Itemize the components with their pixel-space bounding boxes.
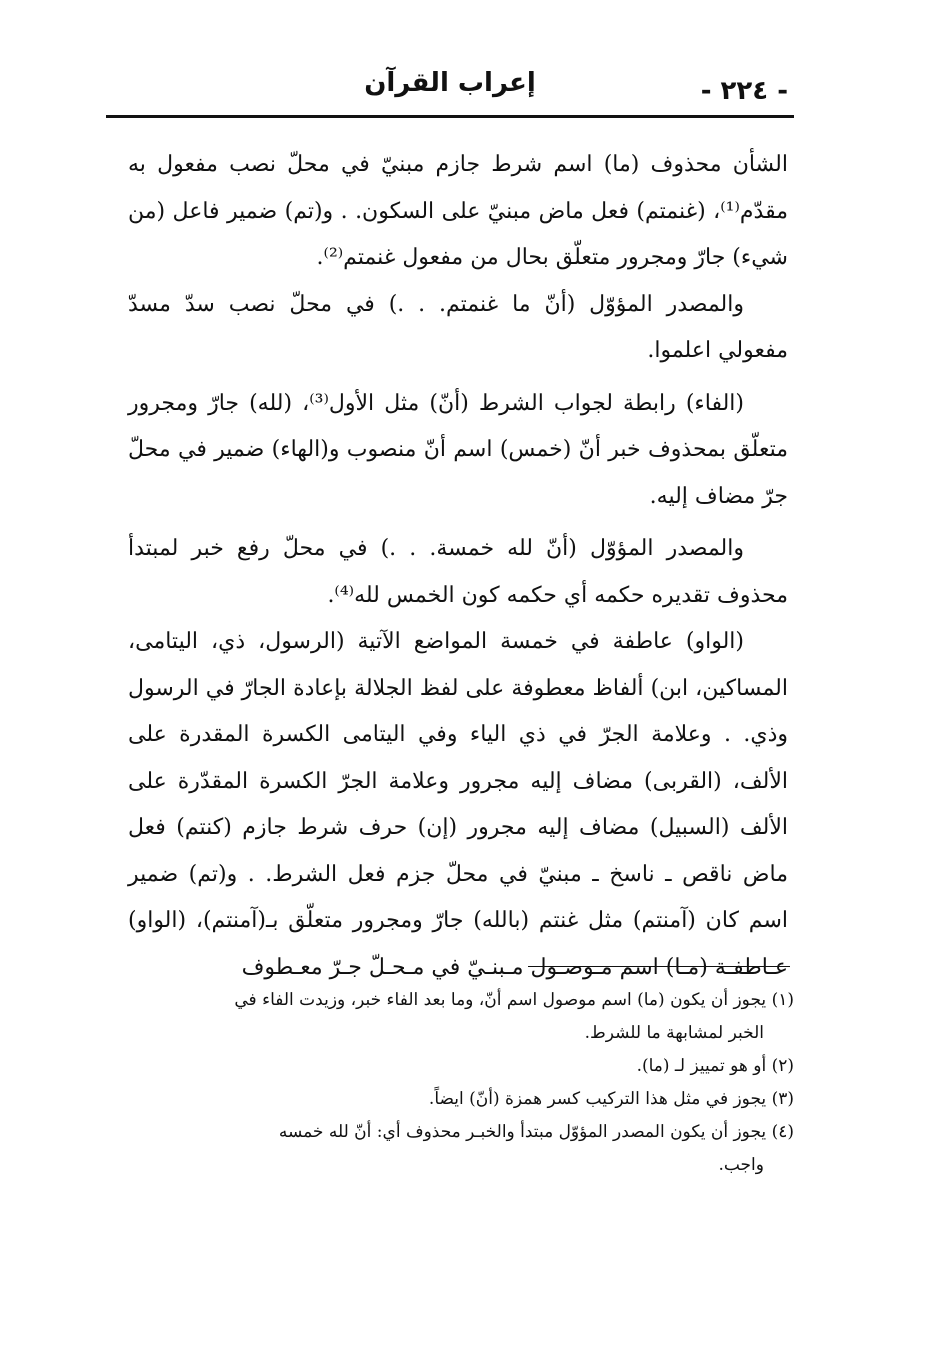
paragraph: الشأن محذوف (ما) اسم شرط جازم مبنيّ في محلّ نصب مفعول به مقدّم⁽¹⁾، (غنمتم) فعل ماض مبنيّ على السكون. . و(تم) ضمير فاعل (من شيء) جارّ ومجرور متعلّق بحال من مفعول غنمتم⁽²⁾. <box>128 152 788 270</box>
page-number: - ٢٢٤ - <box>700 76 788 106</box>
page-header <box>108 62 792 112</box>
footnote-text: يجوز أن يكون المصدر المؤوّل مبتدأ والخبـر محذوف أي: أنّ لله خمسه <box>278 1122 767 1142</box>
header-rule <box>106 115 794 118</box>
paragraph: (الفاء) رابطة لجواب الشرط (أنّ) مثل الأول⁽³⁾، (لله) جارّ ومجرور متعلّق بمحذوف خبر أنّ (خمس) اسم أنّ منصوب و(الهاء) ضمير في محلّ جرّ مضاف إليه. <box>128 390 788 509</box>
footnote-text: أو هو تمييز لـ (ما). <box>636 1056 767 1076</box>
running-title: إعراب القرآن <box>364 68 536 98</box>
footnote <box>134 1116 794 1182</box>
footnote-marker: (٢) <box>771 1056 794 1076</box>
footnote-text: يجوز في مثل هذا التركيب كسر همزة (أنّ) ايضاً. <box>428 1089 767 1109</box>
main-text <box>128 142 788 991</box>
footnote-text: يجوز أن يكون (ما) اسم موصول اسم أنّ، وما بعد الفاء خبر، وزيدت الفاء في <box>234 990 767 1010</box>
footnote-continuation: الخبر لمشابهة ما للشرط. <box>584 1023 764 1043</box>
footnote-continuation: واجب. <box>718 1155 764 1175</box>
footnotes <box>134 984 794 1182</box>
paragraph: (الواو) عاطفة في خمسة المواضع الآتية (الرسول، ذي، اليتامى، المساكين، ابن) ألفاظ معطوفة على لفظ الجلالة بإعادة الجارّ في الرسول وذي. . وعلامة الجرّ في ذي الياء وفي اليتامى الكسرة المقدرة على الألف، (القربى) مضاف إليه مجرور وعلامة الجرّ الكسرة المقدّرة على الألف (السبيل) مضاف إليه مجرور (إن) حرف شرط جازم (كنتم) فعل ماض ناقص ـ ناسخ ـ مبنيّ في محلّ جزم فعل الشرط. . و(تم) ضمير اسم كان (آمنتم) مثل غنتم (بالله) جارّ ومجرور متعلّق بـ(آمنتم)، (الواو) عـاطفـة (مـا) اسم مـوصـول مـبنـيّ في مـحـلّ جـرّ معـطوف <box>128 629 788 980</box>
paragraph: والمصدر المؤوّل (أنّ لله خمسة. . .) في محلّ رفع خبر لمبتدأ محذوف تقديره حكمه أي حكمه كون الخمس لله⁽⁴⁾. <box>128 536 788 608</box>
footnote <box>134 1050 794 1083</box>
footnote-marker: (١) <box>771 990 794 1010</box>
footnote-marker: (٤) <box>771 1122 794 1142</box>
footnote-rule <box>528 966 790 967</box>
footnote <box>134 1083 794 1116</box>
paragraph: والمصدر المؤوّل (أنّ ما غنمتم. . .) في محلّ نصب سدّ مسدّ مفعولي اعلموا. <box>128 291 788 363</box>
footnote-marker: (٣) <box>771 1089 794 1109</box>
footnote <box>134 984 794 1050</box>
